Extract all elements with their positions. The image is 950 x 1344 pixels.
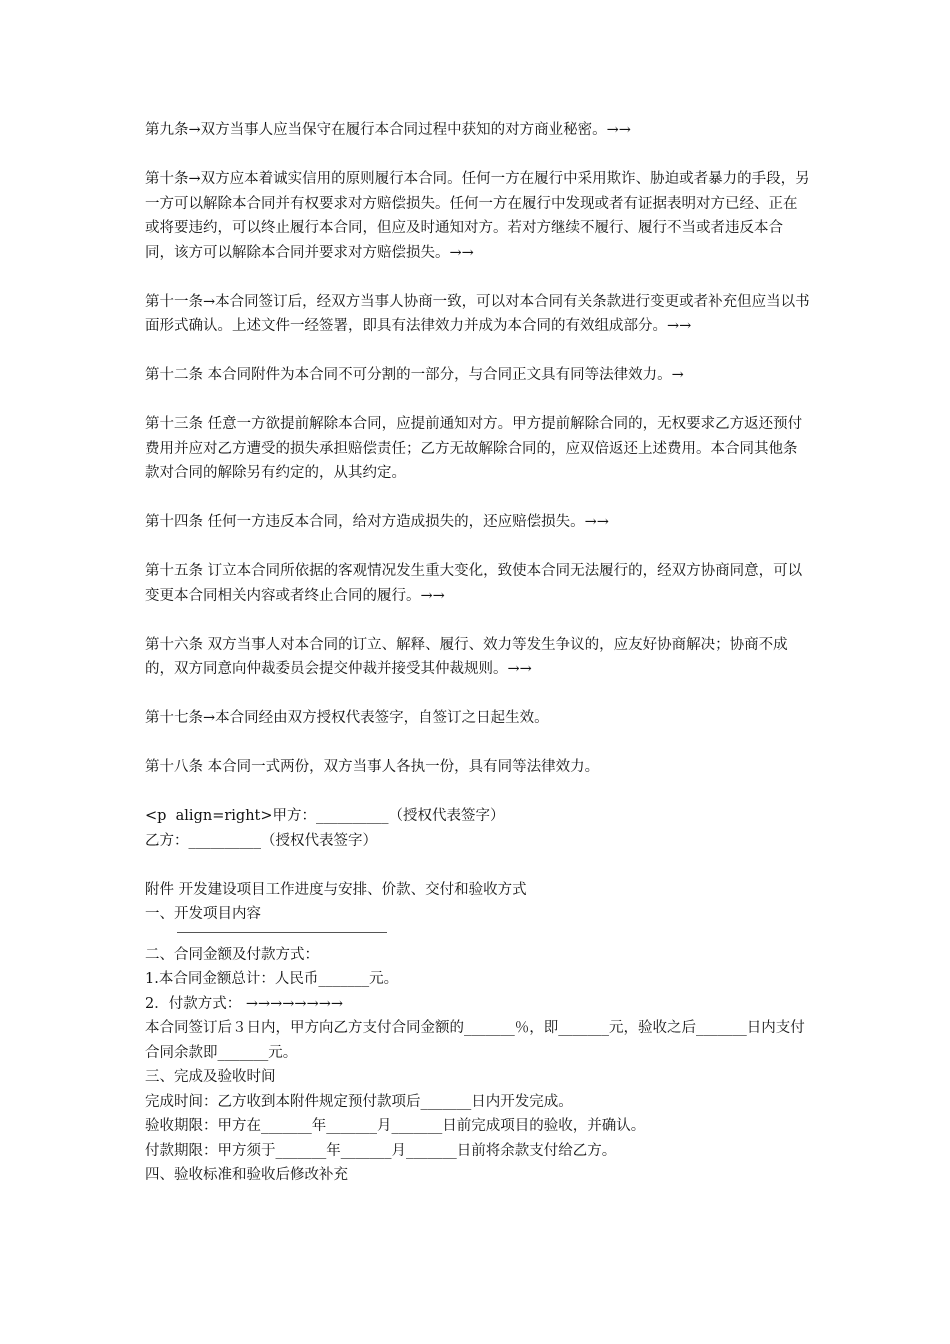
annex-section-4-heading: 四、验收标准和验收后修改补充 — [145, 1167, 348, 1183]
annex-section-1-heading: 一、开发项目内容 — [145, 906, 261, 922]
completion-time: 完成时间：乙方收到本附件规定预付款项后_______日内开发完成。 — [145, 1093, 573, 1110]
payment-deadline: 付款期限：甲方须于_______年_______月_______日前将余款支付给乙方。 — [145, 1142, 617, 1159]
article-16: 第十六条 双方当事人对本合同的订立、解释、履行、效力等发生争议的，应友好协商解决；协商不成的，双方同意向仲裁委员会提交仲裁并接受其仲裁规则。→→ — [145, 636, 788, 677]
signature-party-a: <p align=right>甲方：__________（授权代表签字） — [145, 808, 505, 824]
annex-section-3-heading: 三、完成及验收时间 — [145, 1069, 276, 1085]
contract-body — [145, 118, 810, 1188]
article-11: 第十一条→本合同签订后，经双方当事人协商一致，可以对本合同有关条款进行变更或者补充但应当以书面形式确认。上述文件一经签署，即具有法律效力并成为本合同的有效组成部分。→→ — [145, 293, 810, 334]
acceptance-deadline: 验收期限：甲方在_______年_______月_______日前完成项目的验收，并确认。 — [145, 1118, 646, 1134]
payment-method: 2．付款方式： →→→→→→→→ — [145, 995, 344, 1012]
article-17: 第十七条→本合同经由双方授权代表签字，自签订之日起生效。 — [145, 710, 549, 726]
payment-detail: 本合同签订后３日内，甲方向乙方支付合同金额的_______％，即_______元，验收之后_______日内支付合同余款即_______元。 — [145, 1020, 805, 1061]
article-10: 第十条→双方应本着诚实信用的原则履行本合同。任何一方在履行中采用欺诈、胁迫或者暴力的手段，另一方可以解除本合同并有权要求对方赔偿损失。任何一方在履行中发现或者有证据表明对方已经、正在或将要违约，可以终止履行本合同，但应及时通知对方。若对方继续不履行、履行不当或者违反本合同，该方可以解除本合同并要求对方赔偿损失。→→ — [145, 171, 810, 261]
content-blank-line — [177, 932, 387, 933]
contract-amount: 1.本合同金额总计：人民币_______元。 — [145, 971, 399, 987]
annex-title: 附件 开发建设项目工作进度与安排、价款、交付和验收方式 — [145, 881, 527, 898]
article-9: 第九条→双方当事人应当保守在履行本合同过程中获知的对方商业秘密。→→ — [145, 122, 631, 138]
article-13: 第十三条 任意一方欲提前解除本合同，应提前通知对方。甲方提前解除合同的，无权要求乙方返还预付费用并应对乙方遭受的损失承担赔偿责任；乙方无故解除合同的，应双倍返还上述费用。本合同其他条款对合同的解除另有约定的，从其约定。 — [145, 416, 803, 481]
annex-section-2-heading: 二、合同金额及付款方式： — [145, 946, 319, 963]
article-18: 第十八条 本合同一式两份，双方当事人各执一份，具有同等法律效力。 — [145, 759, 600, 775]
article-12: 第十二条 本合同附件为本合同不可分割的一部分，与合同正文具有同等法律效力。→ — [145, 367, 684, 383]
article-14: 第十四条 任何一方违反本合同，给对方造成损失的，还应赔偿损失。→→ — [145, 514, 609, 530]
article-15: 第十五条 订立本合同所依据的客观情况发生重大变化，致使本合同无法履行的，经双方协商同意，可以变更本合同相关内容或者终止合同的履行。→→ — [145, 563, 803, 604]
signature-party-b: 乙方：__________（授权代表签字） — [145, 832, 377, 849]
